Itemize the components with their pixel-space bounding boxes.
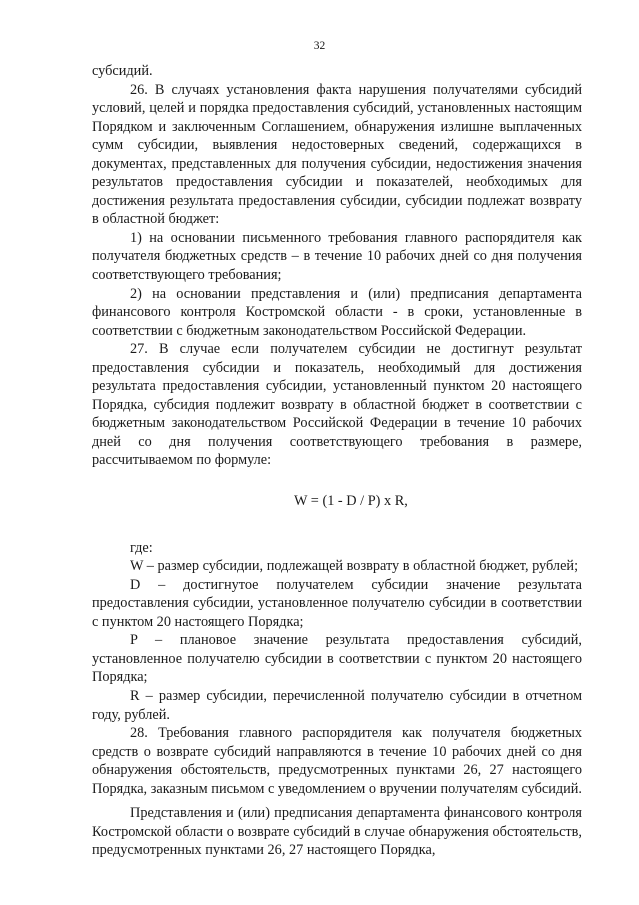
paragraph: 28. Требования главного распорядителя как получателя бюджетных средств о возврате субсидий направляются в течение 10 рабочих дней со дня обнаружения обстоятельств, предусмотренных пунктами 26, 27 настоящего Порядка, заказным письмом с уведомлением о вручении получателям субсидий.: [92, 725, 583, 797]
paragraph: R – размер субсидии, перечисленной получателю субсидии в отчетном году, рублей.: [92, 687, 582, 723]
paragraph: 26. В случаях установления факта нарушения получателями субсидий условий, целей и порядка предоставления субсидий, установленных настоящим Порядком и заключенным Соглашением, обнаружения излишне выплаченных сумм субсидии, выявления недостоверных сведений, содержащихся в документах, представленных для получения субсидии, недостижения значения результатов предоставления субсидии и показателей, необходимых для достижения результата предоставления субсидии, субсидии подлежат возврату в областной бюджет:: [92, 81, 582, 228]
paragraphs-before-formula: [92, 62, 582, 470]
paragraph: 1) на основании письменного требования главного распорядителя как получателя бюджетных средств – в течение 10 рабочих дней со дня получения соответствующего требования;: [92, 229, 582, 284]
paragraph: W – размер субсидии, подлежащей возврату в областной бюджет, рублей;: [130, 558, 579, 575]
final-paragraph: Представления и (или) предписания департамента финансового контроля Костромской области о возврате субсидий в случае обнаружения обстоятельств, предусмотренных пунктами 26, 27 настоящего Порядка,: [92, 805, 582, 859]
document-body: [92, 62, 582, 860]
paragraphs-after-formula: [92, 539, 582, 799]
paragraph: 2) на основании представления и (или) предписания департамента финансового контроля Костромской области - в сроки, установленные в соответствии с бюджетным законодательством Российской Федерации.: [92, 285, 582, 339]
paragraph: P – плановое значение результата предоставления субсидий, установленное получателю субсидии в соответствии с пунктом 20 настоящего Порядка;: [92, 632, 582, 686]
paragraph: субсидий.: [92, 63, 153, 79]
paragraph: 27. В случае если получателем субсидии не достигнут результат предоставления субсидии и показатель, необходимый для достижения результата предоставления субсидии, установленный пунктом 20 настоящего Порядка, субсидия подлежит возврату в областной бюджет в соответствии с бюджетным законодательством Российской Федерации в течение 10 рабочих дней со дня получения соответствующего требования в размере, рассчитываемом по формуле:: [92, 341, 582, 469]
page-number: 32: [313, 40, 326, 52]
formula: W = (1 - D / P) x R,: [294, 493, 408, 510]
paragraph: D – достигнутое получателем субсидии значение результата предоставления субсидии, установленное получателю субсидии в соответствии с пунктом 20 настоящего Порядка;: [92, 576, 582, 630]
paragraph: где:: [130, 539, 153, 556]
